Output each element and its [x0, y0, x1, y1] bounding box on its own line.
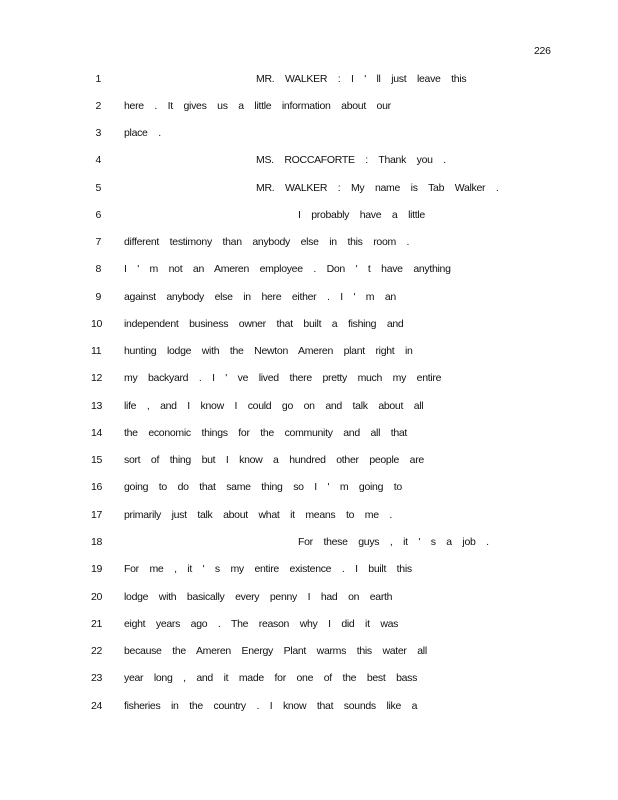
line-text: primarily just talk about what it means to me .	[124, 509, 392, 521]
line-text: here . It gives us a little information about our	[124, 100, 391, 112]
line-text: I ' m not an Ameren employee . Don ' t have anything	[124, 263, 451, 275]
line-number: 9	[95, 291, 101, 303]
line-number: 2	[95, 100, 101, 112]
page-number: 226	[534, 45, 551, 57]
line-text: place .	[124, 127, 161, 139]
line-text: different testimony than anybody else in this room .	[124, 236, 410, 248]
line-text: sort of thing but I know a hundred other people are	[124, 454, 424, 466]
line-text: MS. ROCCAFORTE : Thank you .	[256, 154, 446, 166]
line-number: 17	[91, 509, 103, 521]
line-text: hunting lodge with the Newton Ameren plant right in	[124, 345, 413, 357]
line-text: because the Ameren Energy Plant warms this water all	[124, 645, 427, 657]
line-number: 13	[91, 400, 103, 412]
line-number: 11	[91, 345, 102, 357]
line-number: 21	[91, 618, 103, 630]
line-number: 12	[91, 372, 103, 384]
line-number: 18	[91, 536, 103, 548]
line-number: 1	[95, 73, 101, 85]
line-number: 16	[91, 481, 103, 493]
line-text: fisheries in the country . I know that sounds like a	[124, 700, 418, 712]
line-text: going to do that same thing so I ' m going to	[124, 481, 402, 493]
line-number: 24	[91, 700, 103, 712]
line-number: 14	[91, 427, 103, 439]
line-text: against anybody else in here either . I ' m an	[124, 291, 396, 303]
line-number: 6	[95, 209, 101, 221]
line-number: 7	[95, 236, 101, 248]
line-text: my backyard . I ' ve lived there pretty much my entire	[124, 372, 442, 384]
line-text: MR. WALKER : I ' ll just leave this	[256, 73, 467, 85]
line-text: I probably have a little	[298, 209, 425, 221]
line-text: lodge with basically every penny I had on earth	[124, 591, 393, 603]
line-number: 22	[91, 645, 103, 657]
line-number: 8	[95, 263, 101, 275]
line-text: the economic things for the community and all that	[124, 427, 408, 439]
line-number: 19	[91, 563, 103, 575]
line-number: 3	[95, 127, 101, 139]
line-number: 20	[91, 591, 103, 603]
line-number: 4	[95, 154, 101, 166]
line-number: 5	[95, 182, 101, 194]
line-text: For these guys , it ' s a job .	[298, 536, 489, 548]
line-number: 10	[91, 318, 103, 330]
line-text: eight years ago . The reason why I did it was	[124, 618, 399, 630]
line-text: For me , it ' s my entire existence . I built this	[124, 563, 412, 575]
line-text: life , and I know I could go on and talk about all	[124, 400, 424, 412]
line-text: independent business owner that built a fishing and	[124, 318, 404, 330]
line-text: MR. WALKER : My name is Tab Walker .	[256, 182, 499, 194]
line-number: 15	[91, 454, 103, 466]
line-text: year long , and it made for one of the best bass	[124, 672, 418, 684]
line-number: 23	[91, 672, 103, 684]
